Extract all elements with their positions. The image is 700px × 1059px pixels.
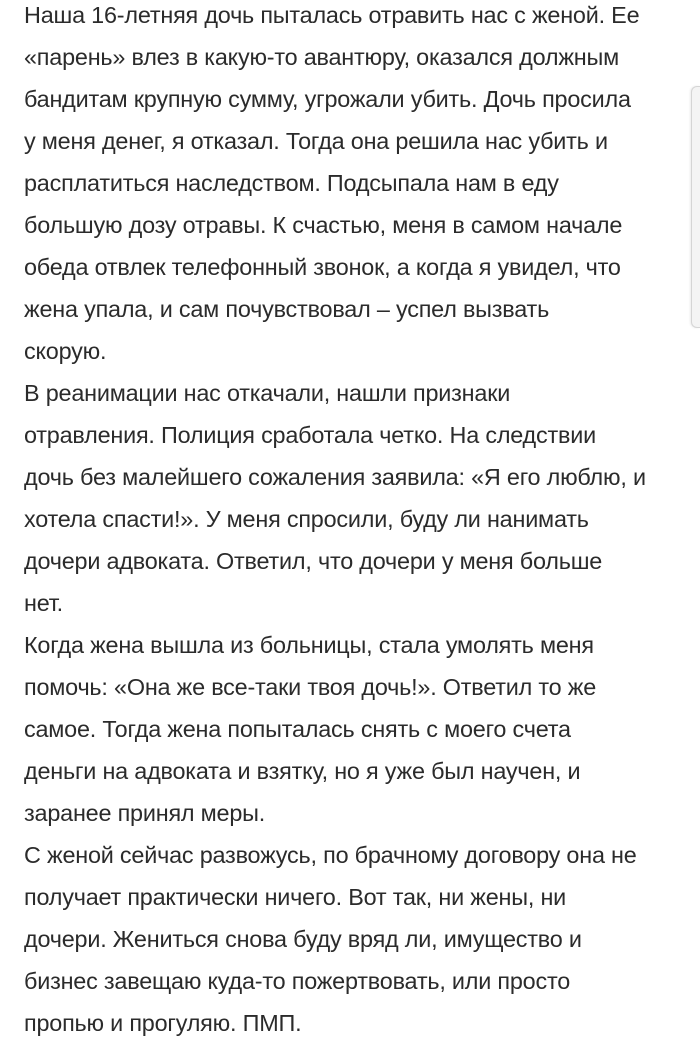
paragraph-1: Наша 16-летняя дочь пыталась отравить нас с женой. Ее «парень» влез в какую-то авантюру, оказался должным бандитам крупную сумму, угрожали убить. Дочь просила у меня денег, я отказал. Тогда она решила нас убить и расплатиться наследством. Подсыпала нам в еду большую дозу отравы. К счастью, меня в самом начале обеда отвлек телефонный звонок, а когда я увидел, что жена упала, и сам почувствовал – успел вызвать скорую. xyxy=(24,2,640,364)
story-text xyxy=(24,0,688,1044)
paragraph-3: Когда жена вышла из больницы, стала умолять меня помочь: «Она же все-таки твоя дочь!». Ответил то же самое. Тогда жена попыталась снять с моего счета деньги на адвоката и взятку, но я уже был научен, и заранее принял меры. xyxy=(24,632,597,826)
paragraph-4: С женой сейчас развожусь, по брачному договору она не получает практически ничего. Вот так, ни жены, ни дочери. Жениться снова буду вряд ли, имущество и бизнес завещаю куда-то пожертвовать, или просто пропью и прогуляю. ПМП. xyxy=(24,842,637,1036)
scroll-handle[interactable] xyxy=(691,86,700,328)
paragraph-2: В реанимации нас откачали, нашли признаки отравления. Полиция сработала четко. На следствии дочь без малейшего сожаления заявила: «Я его люблю, и хотела спасти!». У меня спросили, буду ли нанимать дочери адвоката. Ответил, что дочери у меня больше нет. xyxy=(24,380,646,616)
